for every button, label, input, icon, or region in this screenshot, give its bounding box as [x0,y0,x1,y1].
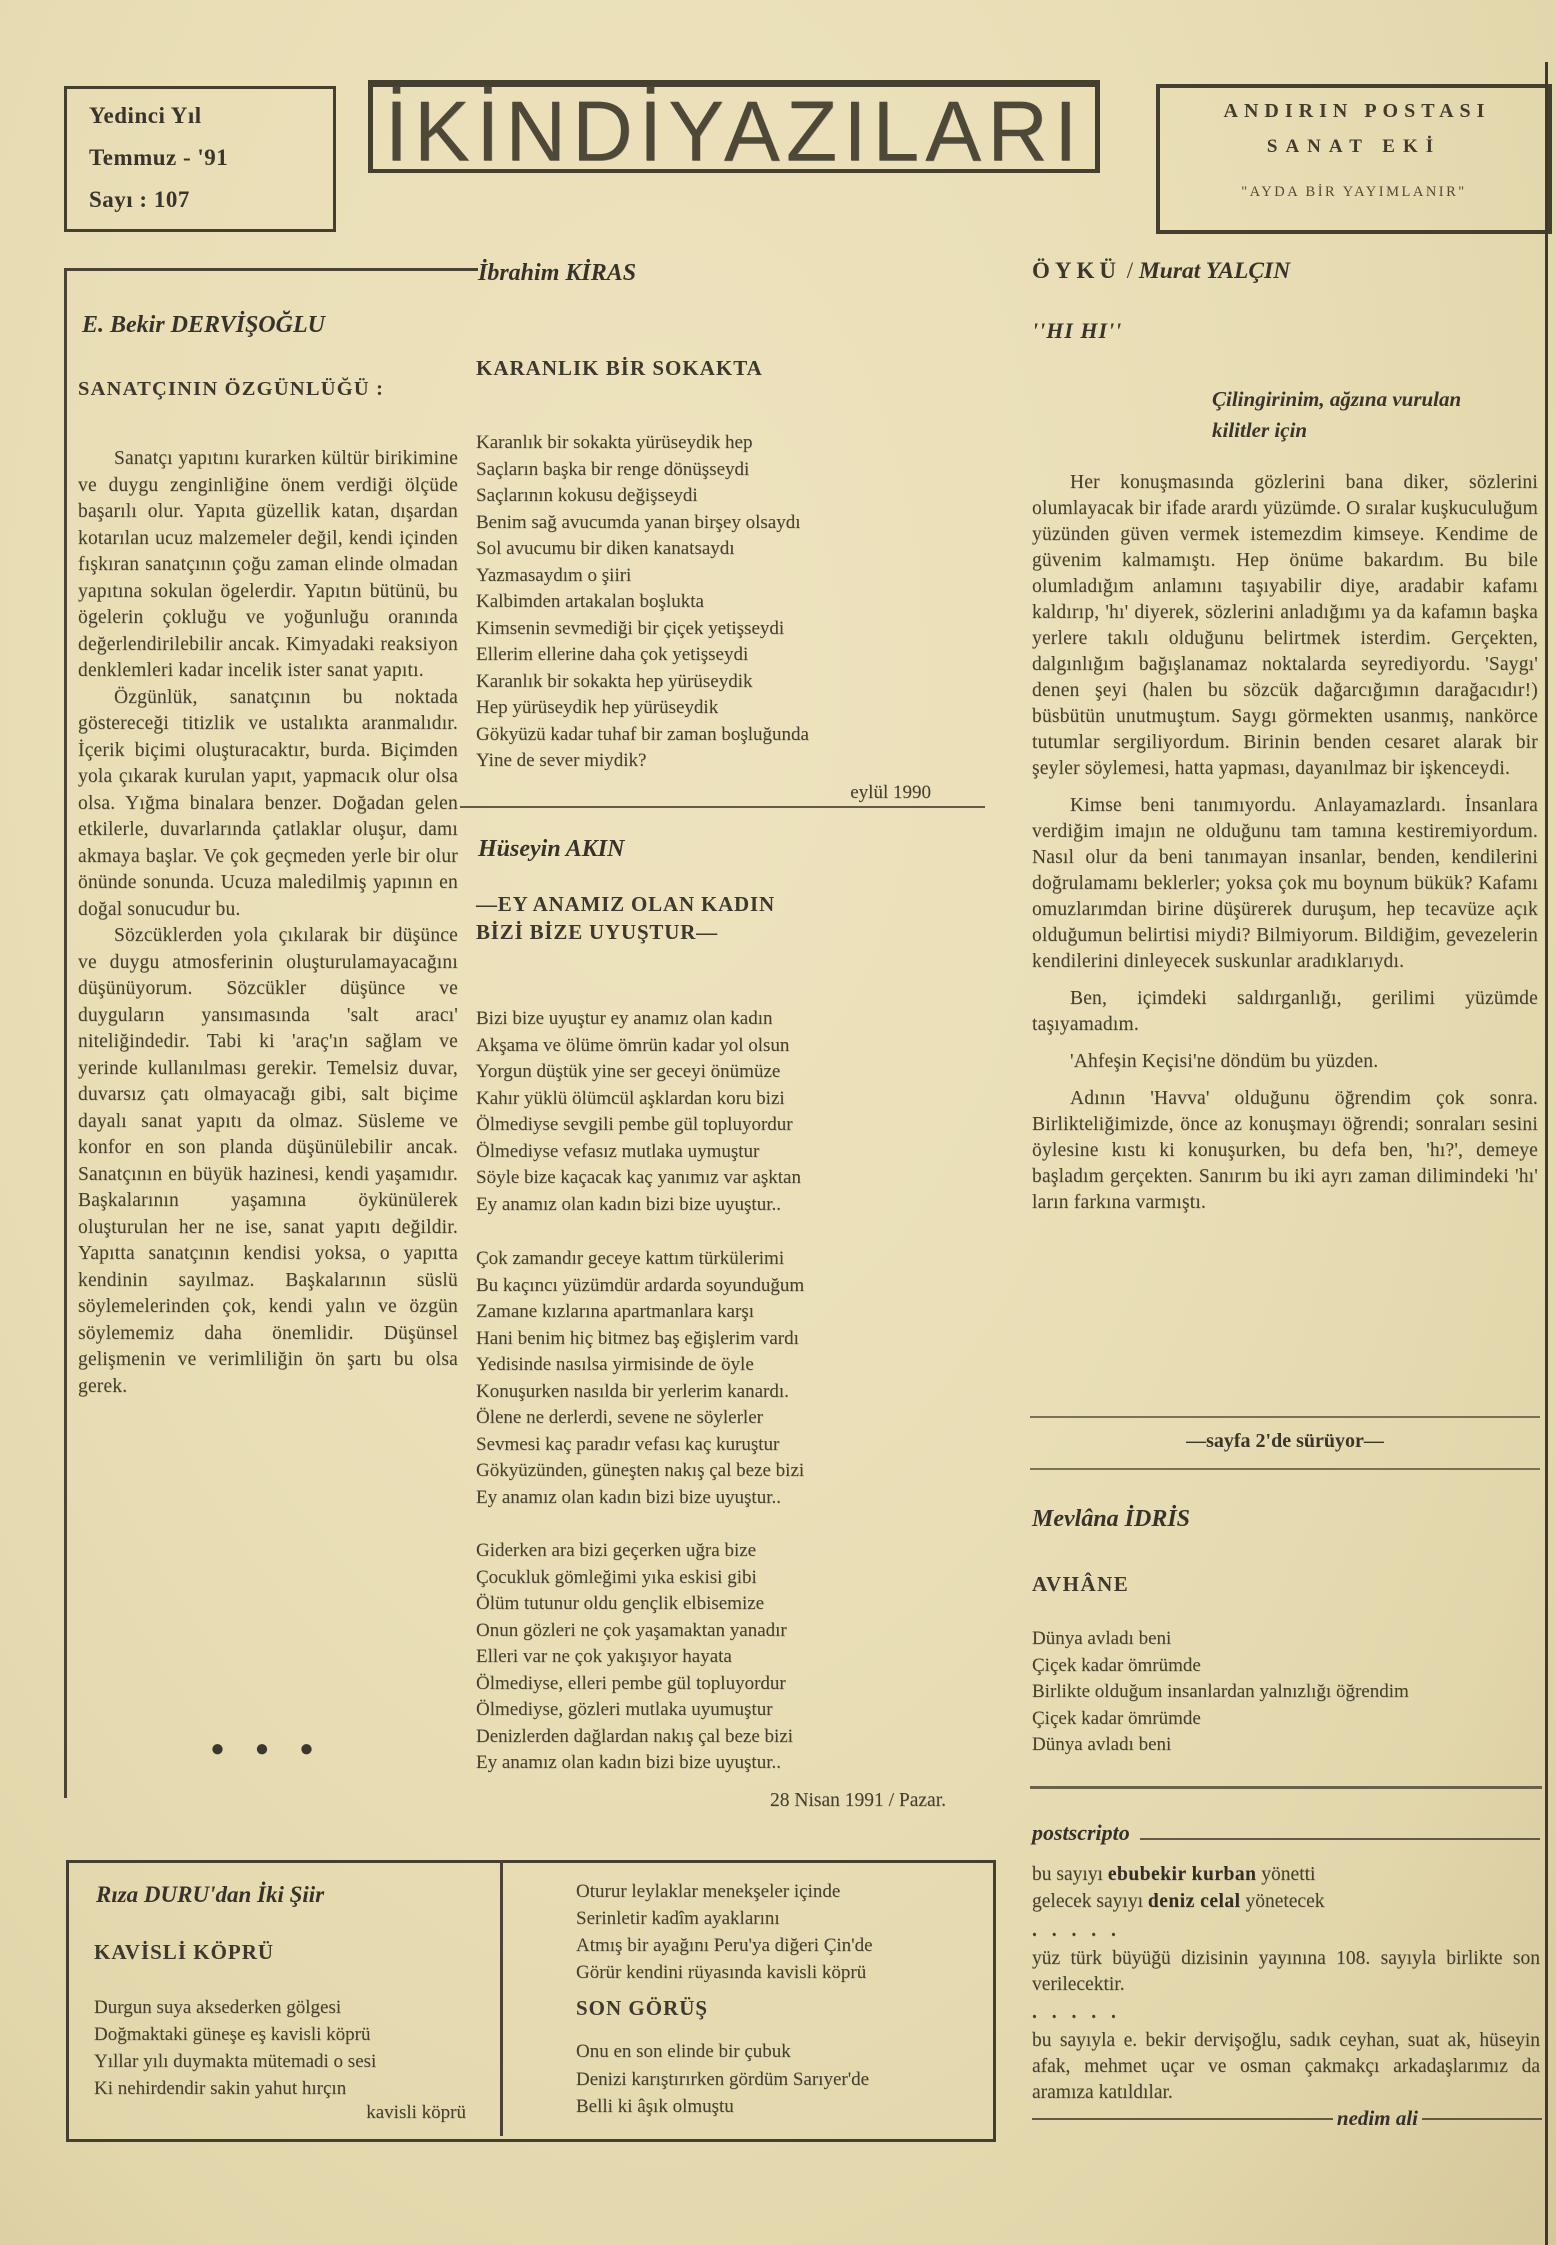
postscript-top-rule [1030,1786,1542,1789]
postscript-header [1032,1820,1540,1846]
poem-line: Görür kendini rüyasında kavisli köprü [576,1962,867,1983]
poem-line: Bu kaçıncı yüzümdür ardarda soyunduğum [476,1274,805,1296]
poem2-title-line1: —EY ANAMIZ OLAN KADIN [476,892,775,916]
poem-line: Atmış bir ayağını Peru'ya diğeri Çin'de [576,1935,873,1956]
poem-line: Dünya avladı beni [1032,1628,1172,1649]
poem1-lines [476,430,809,775]
postscript-signature-row [1032,2106,1542,2131]
poem-line: Yıllar yılı duymakta mütemadi o sesi [94,2051,377,2072]
issue-month-line: Temmuz - '91 [89,145,229,170]
left-article-body [78,446,458,1726]
page-edge-line [1545,62,1548,2245]
story-body [1032,470,1538,1408]
article-paragraph: Özgünlük, sanatçının bu noktada göstereceği titizlik ve ustalıkta aranmalıdır. İçerik biçimi oluşturacaktır, burda. Biçimden yola çıkarak kurulan yapıt, yapmacık olur olsa olsa. Yığma binalara benzer. Doğadan gelen etkilerle, duvarlarında çatlaklar oluşur, damı akmaya başlar. Ve çok geçmeden yerle bir olur önünde sonunda. Ucuza maledilmiş yapının en doğal sonucudur bu. [78,686,458,920]
poem-line: Yedisinde nasılsa yirmisinde de öyle [476,1354,754,1375]
postscript-editor-line [1032,1864,1315,1886]
signature-rule-right [1422,2118,1542,2120]
text-segment: gelecek sayıyı [1032,1891,1148,1912]
issue-info-box [64,86,336,232]
continuation-note: —sayfa 2'de sürüyor— [1186,1430,1384,1452]
column-divider-rule [460,806,985,808]
article-paragraph: Sözcüklerden yola çıkılarak bir düşünce ve duygu atmosferinin oluşturulamayacağını düşünüyorum. Sözcükler düşünce ve duyguların yansımasında 'salt aracı' niteliğindedir. Tabi ki 'araç'ın sağlam ve yerinde kullanılması gerekir. Temelsiz duvar, duvarsız çatı olmayacağı gibi, salt biçime dayalı sanat yapıtı da olmaz. Süsleme ve konfor en son planda düşünülebilir ancak. Sanatçının en büyük hazinesi, kendi yaşamıdır. Başkalarının yaşamına öykünülerek oluşturulan her ne ise, sanat yapıtı değildir. Yapıtta sanatçının kendisi yoksa, o yapıtta kendinin sayılmaz. Başkalarının süslü söylemelerinden çok, kendi yalın ve özgün söylememiz daha önemlidir. Düşünsel gelişmenin ve verimliliğin ön şartı bu olsa gerek. [78,925,458,1397]
poem2-stanza1 [476,1006,801,1218]
poem-line: Akşama ve ölüme ömrün kadar yol olsun [476,1034,790,1056]
supplement-name: ANDIRIN POSTASI [1223,100,1491,122]
postscript-signature: nedim ali [1336,2106,1418,2130]
continuation-rule-top [1030,1416,1540,1418]
issue-year-line: Yedinci Yıl [89,103,202,128]
dedication-line1: Çilingirinim, ağzına vurulan [1212,387,1462,411]
bottom-poem2-continuation-lines [576,1878,873,1986]
poem-line: Söyle bize kaçacak kaç yanımız var aşktan [476,1167,801,1188]
poem-line: Onun gözleri ne çok yaşamaktan yanadır [476,1619,787,1641]
poem-line: Onu en son elinde bir çubuk [576,2041,791,2062]
poem-line: Çiçek kadar ömrümde [1032,1707,1201,1729]
poem-line: Sevmesi kaç paradır vefası kaç kuruştur [476,1433,780,1455]
poem-line: Gökyüzünden, güneşten nakış çal beze bizi [476,1460,805,1481]
left-article-left-border [64,268,67,1798]
bottom-poems-author: Rıza DURU'dan İki Şiir [96,1882,325,1907]
poem-line: Ölmediyse vefasız mutlaka uymuştur [476,1140,760,1162]
continuation-rule-bottom [1030,1468,1540,1470]
story-author: Murat YALÇIN [1138,258,1291,284]
poem-line: Elleri var ne çok yakışıyor hayata [476,1646,732,1667]
postscript-label: postscripto [1032,1820,1130,1845]
poem-line: Çocukluk gömleğimi yıka eskisi gibi [476,1566,757,1588]
kicker-separator: / [1121,258,1139,283]
left-article-author: E. Bekir DERVİŞOĞLU [82,312,325,338]
poem2-title [476,890,775,946]
poem-line: Oturur leylaklar menekşeler içinde [576,1881,841,1902]
editor-name: ebubekir kurban [1107,1864,1257,1885]
supplement-frequency: "AYDA BİR YAYIMLANIR" [1241,184,1467,200]
poem-line: Sol avucumu bir diken kanatsaydı [476,538,735,559]
poem-line: Çok zamandır geceye kattım türkülerimi [476,1248,785,1269]
poem2-author: Hüseyin AKIN [478,836,625,862]
poem-line: Kahır yüklü ölümcül aşklardan koru bizi [476,1087,785,1109]
poem-line: Ey anamız olan kadın bizi bize uyuştur.. [476,1193,781,1215]
magazine-title: İKİNDİYAZILARI [384,83,1084,179]
poem3-title: AVHÂNE [1032,1572,1130,1596]
poem-line: Ki nehirdendir sakin yahut hırçın [94,2078,347,2099]
poem1-date: eylül 1990 [850,782,931,803]
poem-line: Ölmediyse, elleri pembe gül topluyordur [476,1672,786,1694]
poem-line: Birlikte olduğum insanlardan yalnızlığı öğrendim [1032,1681,1409,1702]
poem-line: Ölmediyse, gözleri mutlaka uyumuştur [476,1699,773,1720]
poem-line: Durgun suya aksederken gölgesi [94,1997,342,2018]
poem1-author: İbrahim KİRAS [478,260,637,286]
poem-line: Yazmasaydım o şiiri [476,564,632,586]
poem-line: Yorgun düştük yine ser geceyi önümüze [476,1061,781,1082]
left-article-top-rule [64,268,478,271]
poem-line: Kalbimden artakalan boşlukta [476,591,704,612]
bottom-box-divider [500,1860,503,2136]
poem-line: Kimsenin sevmediği bir çiçek yetişseydi [476,617,785,639]
text-segment: yönetecek [1240,1891,1325,1912]
left-article-title: SANATÇININ ÖZGÜNLÜĞÜ : [78,378,385,400]
bottom-poem1-tail-line: kavisli köprü [366,2102,466,2123]
poem-line: Saçlarının kokusu değişseydi [476,485,698,506]
story-paragraph: Her konuşmasında gözlerini bana diker, sözlerini olumlayacak bir ifade arardı yüzümde. O sıralar kuşkuculuğum yüzünden güven vermek istemezdim kimseye. Kendime de güvenim kalmamıştı. Hep önüme bakardım. Bu bile olumladığım anlamını taşıyabilir diye, aradabir kafamı kaldırıp, 'hı' diyerek, sözlerini anladığımı ya da kafamın başka yerlere takılı olduğunu belirtmek isterdim. Gerçekten, dalgınlığım bağışlanamaz noktalarda seyrediyordu. 'Saygı' denen şeyi (halen bu sözcük dağarcığımın darağacıdır!) büsbütün unutmuştum. Saygı görmekten usanmış, nankörce tutumlar sergiliyordum. Birinin benden cesaret alarak bir şeyler söylemesi, hatta yapması, dayanılmaz bir işkenceydi. [1032,472,1538,779]
text-segment: bu sayıyı [1032,1864,1108,1885]
poem-line: Doğmaktaki güneşe eş kavisli köprü [94,2024,371,2045]
story-genre: ÖYKÜ [1032,258,1121,283]
supplement-subtitle: SANAT EKİ [1266,136,1442,157]
poem-line: Ölmediyse sevgili pembe gül topluyordur [476,1114,793,1135]
poem-line: Serinletir kadîm ayaklarını [576,1908,780,1929]
poem-line: Saçların başka bir renge dönüşseydi [476,458,750,480]
dedication-line2: kilitler için [1212,418,1308,442]
issue-number-line: Sayı : 107 [89,187,190,212]
story-paragraph: 'Ahfeşin Keçisi'ne döndüm bu yüzden. [1070,1051,1379,1072]
story-title: ''HI HI'' [1032,318,1123,343]
poem2-date: 28 Nisan 1991 / Pazar. [769,1790,946,1811]
poem-line: Belli ki âşık olmuştu [576,2096,734,2117]
poem-line: Benim sağ avucumda yanan birşey olsaydı [476,511,801,533]
dots-separator: . . . . . [1032,1920,1121,1941]
poem2-title-line2: BİZİ BİZE UYUŞTUR— [476,920,718,944]
poem-line: Çiçek kadar ömrümde [1032,1654,1201,1676]
poem3-author: Mevlâna İDRİS [1032,1506,1191,1532]
bottom-poem1-lines [94,1994,376,2102]
bottom-poem2-lines [576,2038,869,2121]
poem-line: Denizlerden dağlardan nakış çal beze bizi [476,1725,794,1747]
text-segment: yönetti [1256,1864,1316,1885]
story-dedication [1212,384,1461,446]
poem2-stanza2 [476,1246,804,1511]
poem2-stanza3 [476,1538,793,1777]
poem-line: Ey anamız olan kadın bizi bize uyuştur.. [476,1486,781,1508]
poem1-title: KARANLIK BİR SOKAKTA [476,356,763,380]
postscript-announcement: yüz türk büyüğü dizisinin yayınına 108. sayıyla birlikte son verilecektir. [1032,1948,1540,1995]
story-paragraph: Adının 'Havva' olduğunu öğrendim çok sonra. Birlikteliğimizde, önce az konuşmayı öğrendi; sonraları sesini öylesine kıstı ki konuşurken, bu defa ben, 'hı?', demeye başladım gerçekten. Sanırım bu iki ayrı zaman dilimindeki 'hı' ların farkına varmıştı. [1032,1088,1538,1213]
poem-line: Ellerim ellerine daha çok yetişseydi [476,644,749,665]
poem-line: Denizi karıştırırken gördüm Sarıyer'de [576,2068,870,2090]
poem-line: Ölene ne derlerdi, sevene ne söylerler [476,1407,763,1428]
section-end-dots: ● ● ● [210,1736,326,1762]
poem-line: Ey anamız olan kadın bizi bize uyuştur.. [476,1752,781,1773]
dots-separator: . . . . . [1032,2002,1121,2023]
poem-line: Yine de sever miydik? [476,750,647,771]
poem-line: Zamane kızlarına apartmanlara karşı [476,1301,754,1322]
poem-line: Gökyüzü kadar tuhaf bir zaman boşluğunda [476,723,809,745]
masthead-box [368,80,1100,179]
bottom-poem1-title: KAVİSLİ KÖPRÜ [94,1940,275,1964]
supplement-box [1156,84,1552,234]
poem-line: Giderken ara bizi geçerken uğra bize [476,1540,757,1561]
postscript-label-rule [1140,1838,1540,1840]
poem3-lines [1032,1626,1409,1759]
poem-line: Karanlık bir sokakta yürüseydik hep [476,432,753,453]
story-paragraph: Ben, içimdeki saldırganlığı, gerilimi yüzümde taşıyamadım. [1032,988,1538,1035]
poem-line: Konuşurken nasılda bir yerlerim kanardı. [476,1380,789,1402]
next-editor-name: deniz celal [1147,1891,1241,1912]
article-paragraph: Sanatçı yapıtını kurarken kültür birikimine ve duygu zenginliğine önem verdiği ölçüde başarılı olur. Yapıta güzellik katan, dışardan kotarılan ucuz malzemeler değil, kendi içinden fışkıran sanatçının çoğu zaman elinde olmadan yapıtına sokulan ögelerdir. Yapıtın bütünü, bu ögelerin çokluğu ve yoğunluğu oranında değerlendirilebilir ancak. Kimyadaki reaksiyon denklemleri kadar incelik ister sanat yapıtı. [78,448,458,681]
story-kicker [1032,258,1290,285]
postscript-next-editor-line [1032,1891,1325,1913]
poem-line: Bizi bize uyuştur ey anamız olan kadın [476,1008,773,1029]
bottom-poem2-title: SON GÖRÜŞ [576,1996,709,2020]
signature-rule-left [1032,2118,1333,2120]
story-paragraph: Kimse beni tanımıyordu. Anlayamazlardı. İnsanlara verdiğim imajın ne olduğunu tam tamına kestiremiyordum. Nasıl olur da beni tanımayan insanlar, benden, kendilerini doğrulamamı beklerler; yoksa çok mu boynum bükük? Kafamı omuzlarımdan birine düşürerek duruşum, hep tecavüze açık olduğumun belirtisi miydi? Bilmiyorum. Bildiğim, gevezelerin kendilerini dinleyecek suskunlar aradıklarıydı. [1032,795,1538,972]
postscript-new-members: bu sayıyla e. bekir dervişoğlu, sadık ceyhan, suat ak, hüseyin afak, mehmet uçar ve osman çakmakçı arkadaşlarımız da aramıza katıldılar. [1032,2030,1540,2103]
poem-line: Karanlık bir sokakta hep yürüseydik [476,670,753,692]
poem-line: Hani benim hiç bitmez baş eğişlerim vardı [476,1327,799,1349]
poem-line: Ölüm tutunur oldu gençlik elbisemize [476,1593,765,1614]
poem-line: Hep yürüseydik hep yürüseydik [476,697,719,718]
poem-line: Dünya avladı beni [1032,1734,1172,1755]
